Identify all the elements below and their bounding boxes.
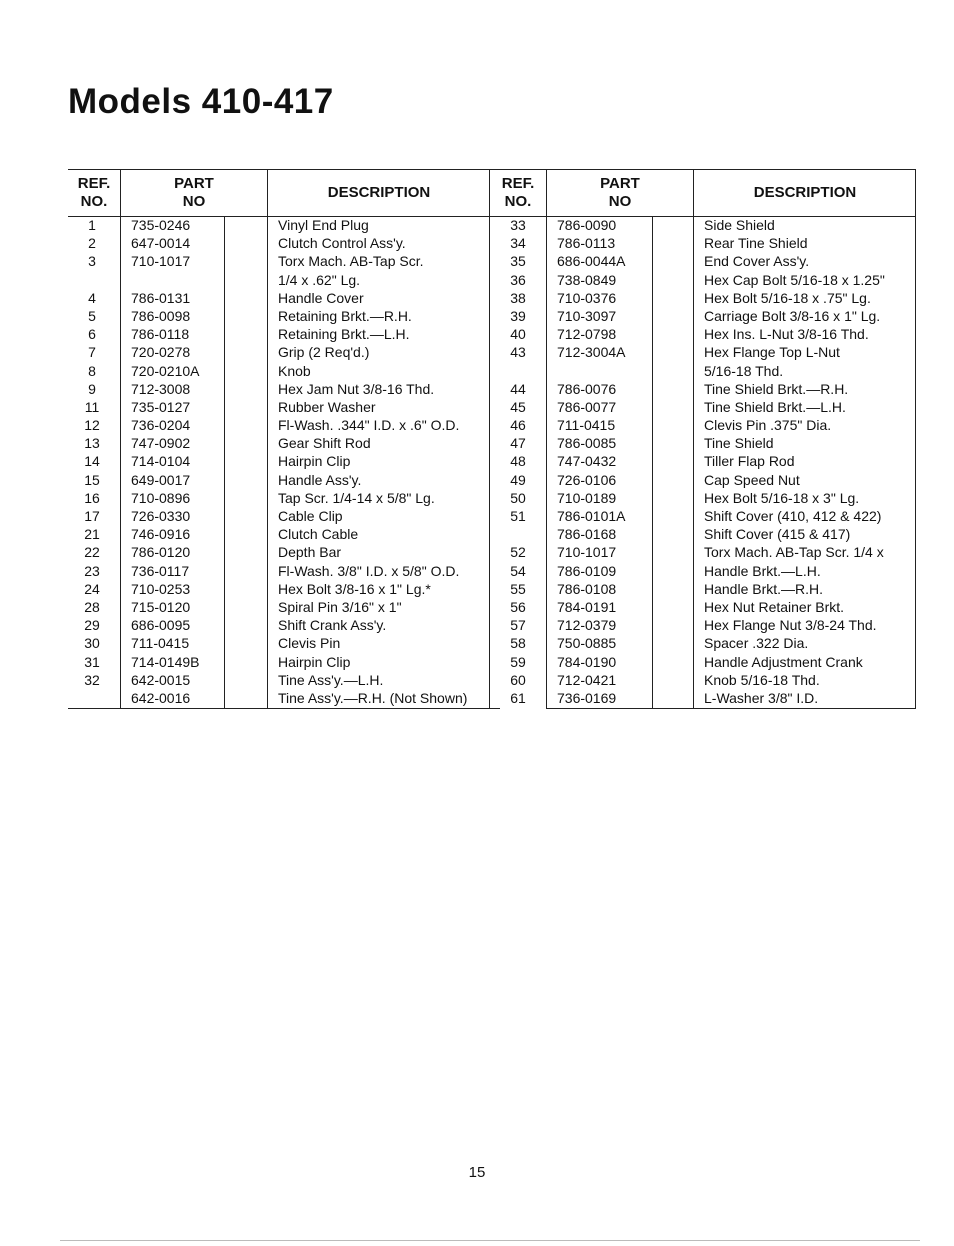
table-row xyxy=(68,307,916,325)
right-description-cell: Carriage Bolt 3/8-16 x 1" Lg. xyxy=(704,307,881,324)
header-part-line2: NO xyxy=(182,193,206,210)
left-ref-no-cell: 9 xyxy=(88,380,96,397)
right-part-no-cell: 786-0168 xyxy=(557,526,617,543)
right-ref-no-cell: 50 xyxy=(510,489,526,506)
table-row xyxy=(68,471,916,489)
header-part-line2: NO xyxy=(608,193,632,210)
table-row xyxy=(68,343,916,361)
left-ref-no-cell: 22 xyxy=(84,544,100,561)
right-part-no-cell: 726-0106 xyxy=(557,471,617,488)
table-row xyxy=(68,252,916,270)
left-description-cell: Knob xyxy=(278,362,311,379)
left-description-cell: Rubber Washer xyxy=(278,398,376,415)
left-ref-no-cell: 6 xyxy=(88,326,96,343)
left-description-cell: Tap Scr. 1/4-14 x 5/8" Lg. xyxy=(278,489,435,506)
page-title: Models 410-417 xyxy=(68,82,334,121)
left-part-no-cell: 786-0120 xyxy=(131,544,191,561)
header-part-line1: PART xyxy=(600,175,640,192)
header-description-right xyxy=(694,170,916,216)
left-part-no-cell: 736-0117 xyxy=(131,562,190,579)
right-part-no-cell: 747-0432 xyxy=(557,453,617,470)
left-part-no-cell: 786-0131 xyxy=(131,289,191,306)
left-ref-no-cell: 23 xyxy=(84,562,100,579)
right-description-cell: Rear Tine Shield xyxy=(704,235,808,252)
left-ref-no-cell: 29 xyxy=(84,617,100,634)
left-description-cell: Handle Ass'y. xyxy=(278,471,362,488)
header-ref-line1: REF. xyxy=(77,175,111,192)
left-description-cell: Depth Bar xyxy=(278,544,342,561)
left-part-no-cell: 786-0098 xyxy=(131,307,191,324)
left-description-cell: Cable Clip xyxy=(278,508,343,524)
table-row xyxy=(68,634,916,652)
table-row xyxy=(68,398,916,416)
right-ref-no-cell: 59 xyxy=(510,653,526,670)
right-ref-no-cell: 49 xyxy=(510,471,526,488)
left-ref-no-cell: 31 xyxy=(84,653,100,670)
left-part-no-cell: 720-0278 xyxy=(131,344,191,361)
right-ref-no-cell: 45 xyxy=(510,398,526,415)
left-ref-no-cell: 17 xyxy=(84,508,100,524)
right-part-no-cell: 712-0798 xyxy=(557,326,617,343)
left-part-no-cell: 735-0246 xyxy=(131,217,191,233)
right-description-cell: Tine Shield Brkt.—R.H. xyxy=(704,380,849,397)
header-part-right xyxy=(546,170,694,216)
table-row xyxy=(68,362,916,380)
right-ref-no-cell: 60 xyxy=(510,671,526,688)
left-part-no-cell: 746-0916 xyxy=(131,526,191,543)
right-description-cell: Hex Flange Nut 3/8-24 Thd. xyxy=(704,617,877,634)
right-ref-no-cell: 48 xyxy=(510,453,526,470)
right-ref-no-cell: 56 xyxy=(510,598,526,615)
right-description-cell: Tine Shield xyxy=(704,435,774,452)
left-part-no-cell: 726-0330 xyxy=(131,508,191,524)
left-description-cell: Retaining Brkt.—L.H. xyxy=(278,326,410,343)
table-row xyxy=(68,216,916,234)
left-part-no-cell: 735-0127 xyxy=(131,398,191,415)
left-part-no-cell: 747-0902 xyxy=(131,435,191,452)
left-description-cell: Vinyl End Plug xyxy=(278,217,369,233)
right-part-no-cell: 786-0085 xyxy=(557,435,617,452)
right-ref-no-cell: 52 xyxy=(510,544,526,561)
right-description-cell: 5/16-18 Thd. xyxy=(704,362,784,379)
right-ref-no-cell: 38 xyxy=(510,289,526,306)
right-ref-no-cell: 44 xyxy=(510,380,526,397)
right-description-cell: End Cover Ass'y. xyxy=(704,253,810,270)
right-ref-no-cell: 51 xyxy=(510,508,526,524)
header-part-line1: PART xyxy=(174,175,214,192)
table-row xyxy=(68,562,916,580)
table-row xyxy=(68,489,916,507)
table-row xyxy=(68,289,916,307)
right-description-cell: Tiller Flap Rod xyxy=(704,453,795,470)
left-description-cell: Fl-Wash. .344" I.D. x .6" O.D. xyxy=(278,417,460,434)
right-ref-no-cell: 35 xyxy=(510,253,526,270)
table-row xyxy=(68,689,916,707)
left-ref-no-cell: 16 xyxy=(84,489,100,506)
right-ref-no-cell: 46 xyxy=(510,417,526,434)
left-ref-no-cell: 13 xyxy=(84,435,100,452)
right-part-no-cell: 738-0849 xyxy=(557,271,617,288)
header-part-left xyxy=(120,170,268,216)
table-row xyxy=(68,525,916,543)
left-description-cell: Torx Mach. AB-Tap Scr. xyxy=(278,253,424,270)
left-description-cell: Tine Ass'y.—L.H. xyxy=(278,671,384,688)
left-part-no-cell: 711-0415 xyxy=(131,635,190,652)
header-ref-line1: REF. xyxy=(501,175,535,192)
right-description-cell: Spacer .322 Dia. xyxy=(704,635,809,652)
right-description-cell: Handle Brkt.—L.H. xyxy=(704,562,821,579)
right-description-cell: Cap Speed Nut xyxy=(704,471,800,488)
table-row xyxy=(68,416,916,434)
right-description-cell: L-Washer 3/8" I.D. xyxy=(704,689,819,706)
right-part-no-cell: 710-3097 xyxy=(557,307,617,324)
left-ref-no-cell: 11 xyxy=(84,398,100,415)
left-description-cell: 1/4 x .62" Lg. xyxy=(278,271,361,288)
left-ref-no-cell: 15 xyxy=(84,471,100,488)
right-description-cell: Hex Bolt 5/16-18 x 3" Lg. xyxy=(704,489,860,506)
right-part-no-cell: 712-0379 xyxy=(557,617,617,634)
left-description-cell: Hex Jam Nut 3/8-16 Thd. xyxy=(278,380,435,397)
left-ref-no-cell: 32 xyxy=(84,671,100,688)
right-description-cell: Torx Mach. AB-Tap Scr. 1/4 x xyxy=(704,544,884,561)
left-ref-no-cell: 14 xyxy=(84,453,100,470)
right-ref-no-cell: 39 xyxy=(510,307,526,324)
left-part-no-cell: 720-0210A xyxy=(131,362,200,379)
table-bottom-rule xyxy=(546,708,916,709)
table-row xyxy=(68,616,916,634)
right-part-no-cell: 712-3004A xyxy=(557,344,626,361)
left-part-no-cell: 710-1017 xyxy=(131,253,191,270)
right-description-cell: Shift Cover (410, 412 & 422) xyxy=(704,508,882,524)
left-part-no-cell: 712-3008 xyxy=(131,380,191,397)
left-part-no-cell: 686-0095 xyxy=(131,617,191,634)
left-description-cell: Shift Crank Ass'y. xyxy=(278,617,387,634)
left-description-cell: Hairpin Clip xyxy=(278,453,351,470)
right-ref-no-cell: 47 xyxy=(510,435,526,452)
left-part-no-cell: 642-0015 xyxy=(131,671,191,688)
left-ref-no-cell: 30 xyxy=(84,635,100,652)
table-header xyxy=(68,169,916,217)
left-ref-no-cell: 2 xyxy=(88,235,96,252)
left-part-no-cell: 786-0118 xyxy=(131,326,190,343)
left-part-no-cell: 714-0104 xyxy=(131,453,191,470)
right-part-no-cell: 686-0044A xyxy=(557,253,626,270)
right-part-no-cell: 786-0076 xyxy=(557,380,617,397)
table-row xyxy=(68,653,916,671)
left-description-cell: Hex Bolt 3/8-16 x 1" Lg.* xyxy=(278,580,431,597)
right-description-cell: Hex Cap Bolt 5/16-18 x 1.25" xyxy=(704,271,885,288)
table-row xyxy=(68,325,916,343)
right-description-cell: Shift Cover (415 & 417) xyxy=(704,526,851,543)
left-part-no-cell: 710-0253 xyxy=(131,580,191,597)
right-part-no-cell: 786-0090 xyxy=(557,217,617,233)
left-description-cell: Retaining Brkt.—R.H. xyxy=(278,307,412,324)
right-part-no-cell: 710-1017 xyxy=(557,544,617,561)
right-part-no-cell: 710-0376 xyxy=(557,289,617,306)
table-row xyxy=(68,434,916,452)
right-part-no-cell: 710-0189 xyxy=(557,489,617,506)
right-ref-no-cell: 34 xyxy=(510,235,526,252)
right-part-no-cell: 784-0190 xyxy=(557,653,617,670)
right-part-no-cell: 786-0109 xyxy=(557,562,617,579)
header-description-text: DESCRIPTION xyxy=(753,184,857,201)
left-ref-no-cell: 5 xyxy=(88,307,96,324)
left-description-cell: Grip (2 Req'd.) xyxy=(278,344,370,361)
left-description-cell: Gear Shift Rod xyxy=(278,435,371,452)
page-number: 15 xyxy=(468,1164,486,1181)
right-description-cell: Tine Shield Brkt.—L.H. xyxy=(704,398,846,415)
left-ref-no-cell: 4 xyxy=(88,289,96,306)
right-ref-no-cell: 33 xyxy=(510,217,526,233)
right-part-no-cell: 736-0169 xyxy=(557,689,617,706)
left-description-cell: Hairpin Clip xyxy=(278,653,351,670)
left-description-cell: Handle Cover xyxy=(278,289,364,306)
header-ref-right xyxy=(490,170,546,216)
left-part-no-cell: 736-0204 xyxy=(131,417,191,434)
right-ref-no-cell: 36 xyxy=(510,271,526,288)
header-ref-left xyxy=(68,170,120,216)
right-description-cell: Hex Bolt 5/16-18 x .75" Lg. xyxy=(704,289,871,306)
left-part-no-cell: 642-0016 xyxy=(131,689,191,706)
right-ref-no-cell: 54 xyxy=(510,562,526,579)
table-row xyxy=(68,671,916,689)
right-part-no-cell: 784-0191 xyxy=(557,598,617,615)
table-row xyxy=(68,234,916,252)
right-ref-no-cell: 57 xyxy=(510,617,526,634)
footer-rule xyxy=(60,1240,920,1241)
table-row xyxy=(68,598,916,616)
right-description-cell: Clevis Pin .375" Dia. xyxy=(704,417,832,434)
left-part-no-cell: 649-0017 xyxy=(131,471,191,488)
left-ref-no-cell: 7 xyxy=(88,344,96,361)
left-description-cell: Clutch Control Ass'y. xyxy=(278,235,406,252)
right-part-no-cell: 786-0077 xyxy=(557,398,617,415)
left-description-cell: Fl-Wash. 3/8" I.D. x 5/8" O.D. xyxy=(278,562,460,579)
right-ref-no-cell: 61 xyxy=(510,689,526,706)
right-description-cell: Hex Nut Retainer Brkt. xyxy=(704,598,845,615)
table-row xyxy=(68,580,916,598)
left-description-cell: Clutch Cable xyxy=(278,526,359,543)
right-part-no-cell: 711-0415 xyxy=(557,417,616,434)
left-description-cell: Tine Ass'y.—R.H. (Not Shown) xyxy=(278,689,468,706)
left-ref-no-cell: 21 xyxy=(84,526,100,543)
right-description-cell: Hex Flange Top L-Nut xyxy=(704,344,840,361)
right-ref-no-cell: 55 xyxy=(510,580,526,597)
right-description-cell: Knob 5/16-18 Thd. xyxy=(704,671,820,688)
right-ref-no-cell: 40 xyxy=(510,326,526,343)
left-part-no-cell: 647-0014 xyxy=(131,235,191,252)
header-description-left xyxy=(268,170,490,216)
right-part-no-cell: 786-0113 xyxy=(557,235,616,252)
right-part-no-cell: 750-0885 xyxy=(557,635,617,652)
left-ref-no-cell: 12 xyxy=(84,417,100,434)
right-description-cell: Handle Adjustment Crank xyxy=(704,653,863,670)
right-description-cell: Side Shield xyxy=(704,217,775,233)
left-ref-no-cell: 8 xyxy=(88,362,96,379)
right-ref-no-cell: 43 xyxy=(510,344,526,361)
table-row xyxy=(68,271,916,289)
left-part-no-cell: 710-0896 xyxy=(131,489,191,506)
table-row xyxy=(68,507,916,525)
table-row xyxy=(68,380,916,398)
left-ref-no-cell: 1 xyxy=(88,217,96,233)
right-ref-no-cell: 58 xyxy=(510,635,526,652)
left-description-cell: Clevis Pin xyxy=(278,635,341,652)
left-ref-no-cell: 24 xyxy=(84,580,100,597)
left-part-no-cell: 715-0120 xyxy=(131,598,191,615)
right-description-cell: Hex Ins. L-Nut 3/8-16 Thd. xyxy=(704,326,869,343)
table-bottom-rule xyxy=(68,708,500,709)
table-row xyxy=(68,543,916,561)
header-ref-line2: NO. xyxy=(504,193,532,210)
table-row xyxy=(68,452,916,470)
left-part-no-cell: 714-0149B xyxy=(131,653,200,670)
table-body xyxy=(68,216,916,707)
right-part-no-cell: 786-0101A xyxy=(557,508,626,524)
right-part-no-cell: 786-0108 xyxy=(557,580,617,597)
left-description-cell: Spiral Pin 3/16" x 1" xyxy=(278,598,402,615)
header-description-text: DESCRIPTION xyxy=(327,184,431,201)
left-ref-no-cell: 3 xyxy=(88,253,96,270)
left-ref-no-cell: 28 xyxy=(84,598,100,615)
right-description-cell: Handle Brkt.—R.H. xyxy=(704,580,824,597)
right-part-no-cell: 712-0421 xyxy=(557,671,617,688)
header-ref-line2: NO. xyxy=(80,193,108,210)
